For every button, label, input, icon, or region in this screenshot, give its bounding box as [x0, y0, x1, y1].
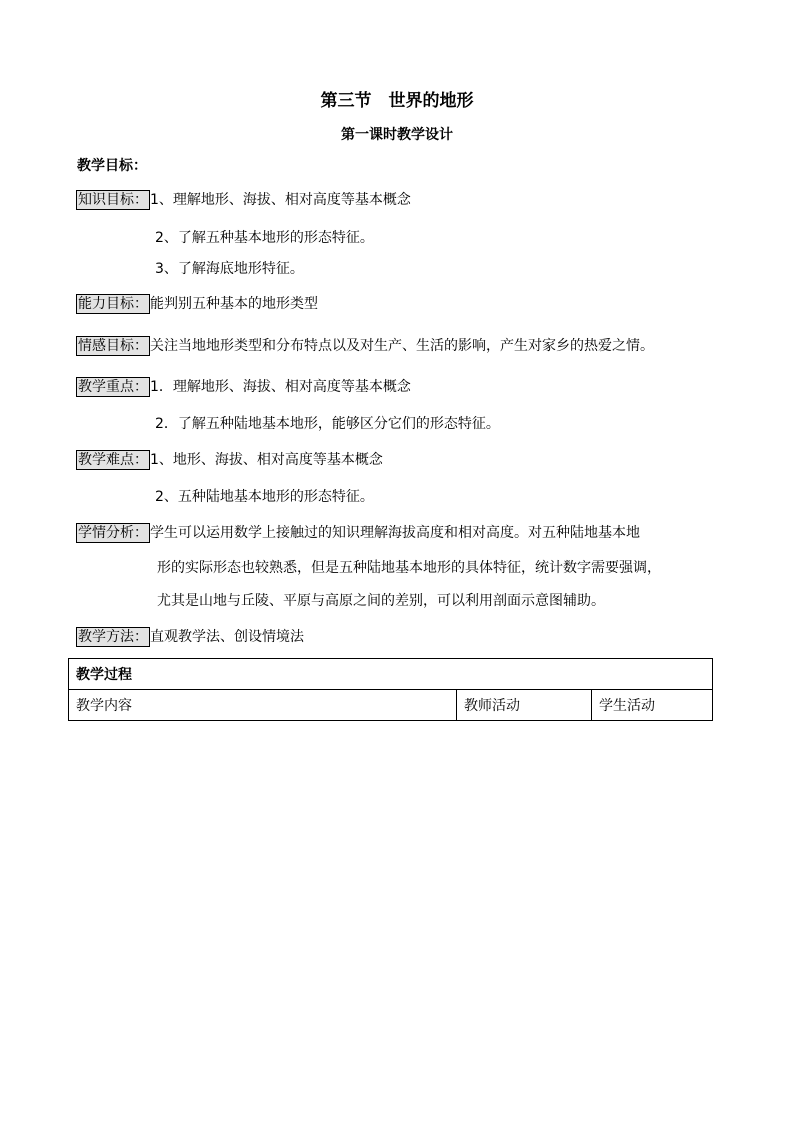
- emotion-goal-row: [76, 336, 654, 356]
- key-point-item-1: 1．理解地形、海拔、相对高度等基本概念: [150, 379, 411, 395]
- ability-goal-label: 能力目标：: [78, 296, 148, 312]
- table-header-row: [69, 659, 713, 690]
- teaching-process-table: [68, 658, 713, 721]
- methods-row: [76, 627, 304, 647]
- difficulties-row: [76, 450, 383, 470]
- difficulty-item-2: 2、五种陆地基本地形的形态特征。: [155, 489, 374, 505]
- knowledge-goal-label: 知识目标：: [78, 192, 148, 208]
- methods-label: 教学方法：: [78, 629, 148, 645]
- page-subtitle: 第一课时教学设计: [341, 127, 453, 143]
- ability-goal-row: [76, 294, 318, 314]
- key-points-row: [76, 377, 411, 397]
- key-point-item-2: 2．了解五种陆地基本地形，能够区分它们的形态特征。: [155, 416, 500, 432]
- emotion-goal-label: 情感目标：: [78, 338, 148, 354]
- analysis-label: 学情分析：: [78, 525, 148, 541]
- knowledge-goal-item-2: 2、了解五种基本地形的形态特征。: [155, 230, 374, 246]
- emotion-goal-text: 关注当地地形类型和分布特点以及对生产、生活的影响，产生对家乡的热爱之情。: [150, 338, 654, 354]
- difficulty-item-1: 1、地形、海拔、相对高度等基本概念: [150, 452, 383, 468]
- column-content: 教学内容: [69, 690, 457, 721]
- knowledge-goal-item-1: 1、理解地形、海拔、相对高度等基本概念: [150, 192, 411, 208]
- column-student-activity: 学生活动: [592, 690, 713, 721]
- column-teacher-activity: 教师活动: [457, 690, 592, 721]
- analysis-line-3: 尤其是山地与丘陵、平原与高原之间的差别，可以利用剖面示意图辅助。: [157, 593, 605, 609]
- methods-text: 直观教学法、创设情境法: [150, 629, 304, 645]
- table-row: [69, 690, 713, 721]
- key-points-label: 教学重点：: [78, 379, 148, 395]
- knowledge-goal-item-3: 3、了解海底地形特征。: [155, 261, 304, 277]
- ability-goal-text: 能判别五种基本的地形类型: [150, 296, 318, 312]
- table-header-cell: 教学过程: [69, 659, 713, 690]
- analysis-row: [76, 523, 640, 543]
- analysis-line-2: 形的实际形态也较熟悉，但是五种陆地基本地形的具体特征，统计数字需要强调，: [157, 560, 661, 576]
- knowledge-goal-row: [76, 190, 411, 210]
- page-title: 第三节 世界的地形: [320, 91, 474, 111]
- objectives-heading: 教学目标：: [77, 158, 147, 174]
- difficulties-label: 教学难点：: [78, 452, 148, 468]
- analysis-line-1: 学生可以运用数学上接触过的知识理解海拔高度和相对高度。对五种陆地基本地: [150, 525, 640, 541]
